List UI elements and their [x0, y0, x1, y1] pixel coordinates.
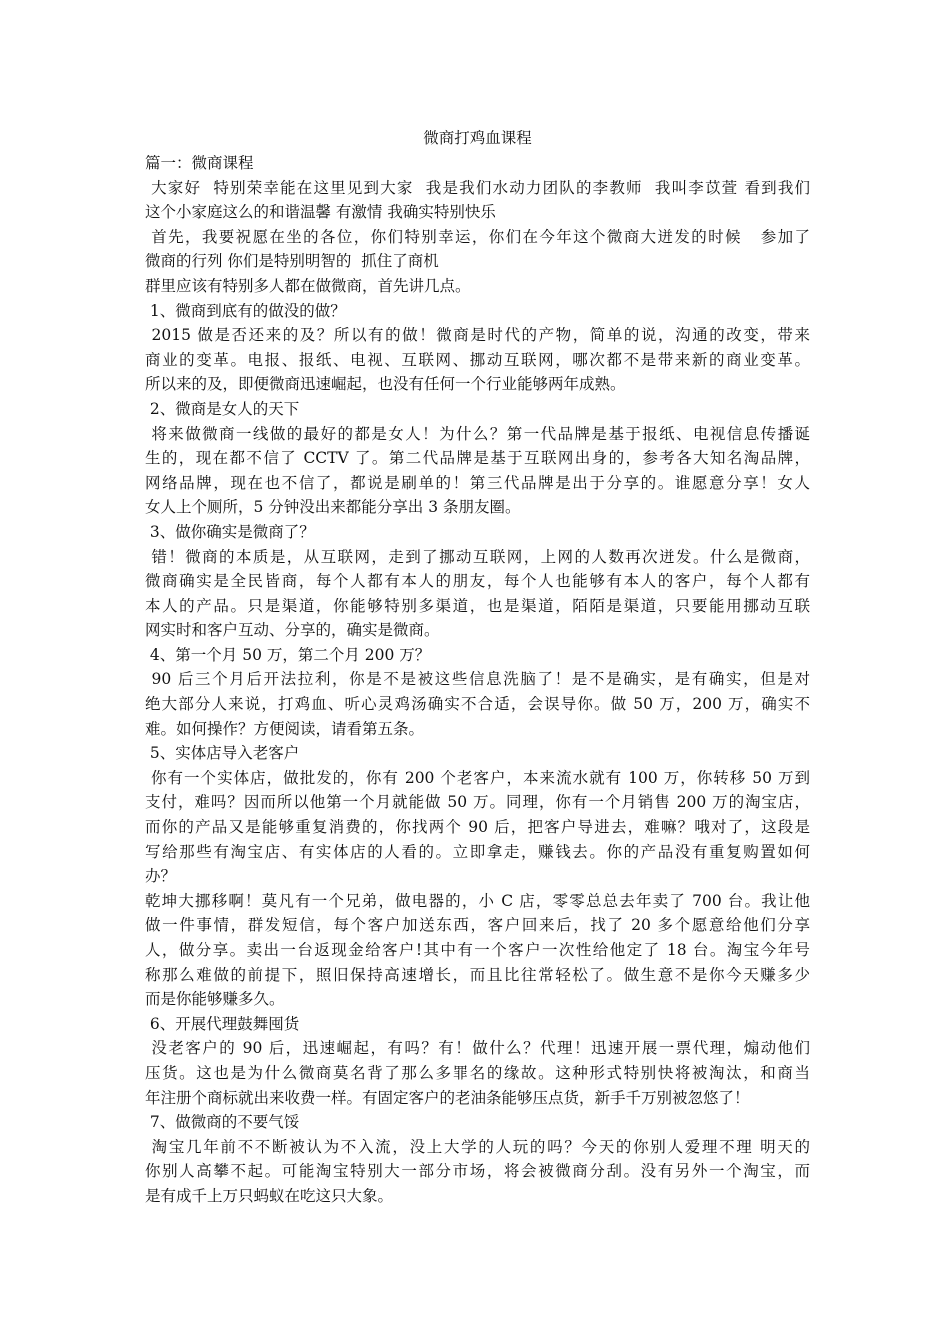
- text-line: 称那么难做的前提下，照旧保持高速增长，而且比往常轻松了。做生意不是你今天赚多少: [145, 965, 810, 984]
- text-line: 没老客户的 90 后，迅速崛起，有吗？有！做什么？代理！迅速开展一票代理，煽动他们: [145, 1039, 810, 1058]
- text-line: 支付，难吗？因而所以他第一个月就能做 50 万。同理，你有一个月销售 200 万的淘宝店，: [145, 793, 810, 812]
- text-line: 网实时和客户互动、分享的，确实是微商。: [145, 621, 440, 640]
- text-line: 乾坤大挪移啊！莫凡有一个兄弟，做电器的，小 C 店，零零总总去年卖了 700 台。我让他: [145, 891, 810, 910]
- text-line: 人，做分享。卖出一台返现金给客户!其中有一个客户一次性给他定了 18 台。淘宝今年号: [145, 941, 810, 959]
- text-line: 微商的行列 你们是特别明智的 抓住了商机: [145, 252, 439, 271]
- text-line: 所以来的及，即便微商迅速崛起，也没有任何一个行业能够两年成熟。: [145, 375, 626, 394]
- text-line: 5、实体店导入老客户: [145, 744, 300, 763]
- text-line: 是有成千上万只蚂蚁在吃这只大象。: [145, 1186, 394, 1205]
- document-body: [145, 151, 810, 1209]
- text-line: 这个小家庭这么的和谐温馨 有激情 我确实特别快乐: [145, 203, 496, 222]
- text-line: 群里应该有特别多人都在做微商，首先讲几点。: [145, 276, 471, 295]
- text-line: 首先，我要祝愿在坐的各位，你们特别幸运，你们在今年这个微商大迸发的时候 参加了: [145, 227, 810, 246]
- document-title: 微商打鸡血课程: [423, 129, 532, 147]
- text-line: 1、微商到底有的做没的做？: [145, 301, 346, 320]
- text-line: 2015 做是否还来的及？所以有的做！微商是时代的产物，简单的说，沟通的改变，带来: [145, 326, 810, 345]
- text-line: 网络品牌，现在也不信了，都说是刷单的！第三代品牌是出于分享的。谁愿意分享！女人: [145, 473, 810, 492]
- text-line: 商业的变革。电报、报纸、电视、互联网、挪动互联网，哪次都不是带来新的商业变革。: [145, 350, 810, 369]
- text-line: 办？: [145, 867, 177, 886]
- text-line: 写给那些有淘宝店、有实体店的人看的。立即拿走，赚钱去。你的产品没有重复购置如何: [145, 842, 810, 861]
- text-line: 你有一个实体店，做批发的，你有 200 个老客户，本来流水就有 100 万，你转移 50 万到: [145, 768, 810, 787]
- text-line: 90 后三个月后开法拉利，你是不是被这些信息洗脑了！是不是确实，是有确实，但是对: [145, 670, 810, 689]
- text-line: 做一件事情，群发短信，每个客户加送东西，客户回来后，找了 20 多个愿意给他们分享: [145, 916, 810, 935]
- text-line: 大家好 特别荣幸能在这里见到大家 我是我们水动力团队的李教师 我叫李苡萱 看到我们: [145, 178, 810, 197]
- text-line: 难。如何操作？方便阅读，请看第五条。: [145, 719, 425, 738]
- text-line: 篇一：微商课程: [145, 154, 254, 172]
- text-line: 4、第一个月 50 万，第二个月 200 万？: [145, 645, 431, 664]
- text-line: 淘宝几年前不不断被认为不入流，没上大学的人玩的吗？今天的你别人爱理不理 明天的: [145, 1137, 810, 1156]
- text-line: 压货。这也是为什么微商莫名背了那么多罪名的缘故。这种形式特别快将被淘汰，和商当: [145, 1063, 810, 1082]
- text-line: 错！微商的本质是，从互联网，走到了挪动互联网，上网的人数再次迸发。什么是微商，: [145, 547, 810, 566]
- text-line: 生的，现在都不信了 CCTV 了。第二代品牌是基于互联网出身的，参考各大知名淘品牌，: [145, 449, 810, 468]
- text-line: 本人的产品。只是渠道，你能够特别多渠道，也是渠道，陌陌是渠道，只要能用挪动互联: [145, 596, 810, 615]
- text-line: 2、微商是女人的天下: [145, 399, 300, 418]
- text-line: 绝大部分人来说，打鸡血、听心灵鸡汤确实不合适，会误导你。做 50 万，200 万，确实不: [145, 695, 810, 714]
- text-line: 微商确实是全民皆商，每个人都有本人的朋友，每个人也能够有本人的客户，每个人都有: [145, 572, 810, 591]
- text-line: 女人上个厕所，5 分钟没出来都能分享出 3 条朋友圈。: [145, 498, 521, 517]
- text-line: 3、做你确实是微商了？: [145, 522, 315, 541]
- text-line: 6、开展代理鼓舞囤货: [145, 1014, 300, 1033]
- text-line: 年注册个商标就出来收费一样。有固定客户的老油条能够压点货，新手千万别被忽悠了！: [145, 1088, 750, 1107]
- text-line: 而你的产品又是能够重复消费的，你找两个 90 后，把客户导进去，难嘛？哦对了，这段是: [145, 818, 810, 837]
- text-line: 而是你能够赚多久。: [145, 990, 285, 1009]
- text-line: 将来做微商一线做的最好的都是女人！为什么？第一代品牌是基于报纸、电视信息传播诞: [145, 424, 810, 443]
- text-line: 7、做微商的不要气馁: [145, 1113, 300, 1132]
- text-line: 你别人高攀不起。可能淘宝特别大一部分市场，将会被微商分刮。没有另外一个淘宝，而: [145, 1162, 810, 1181]
